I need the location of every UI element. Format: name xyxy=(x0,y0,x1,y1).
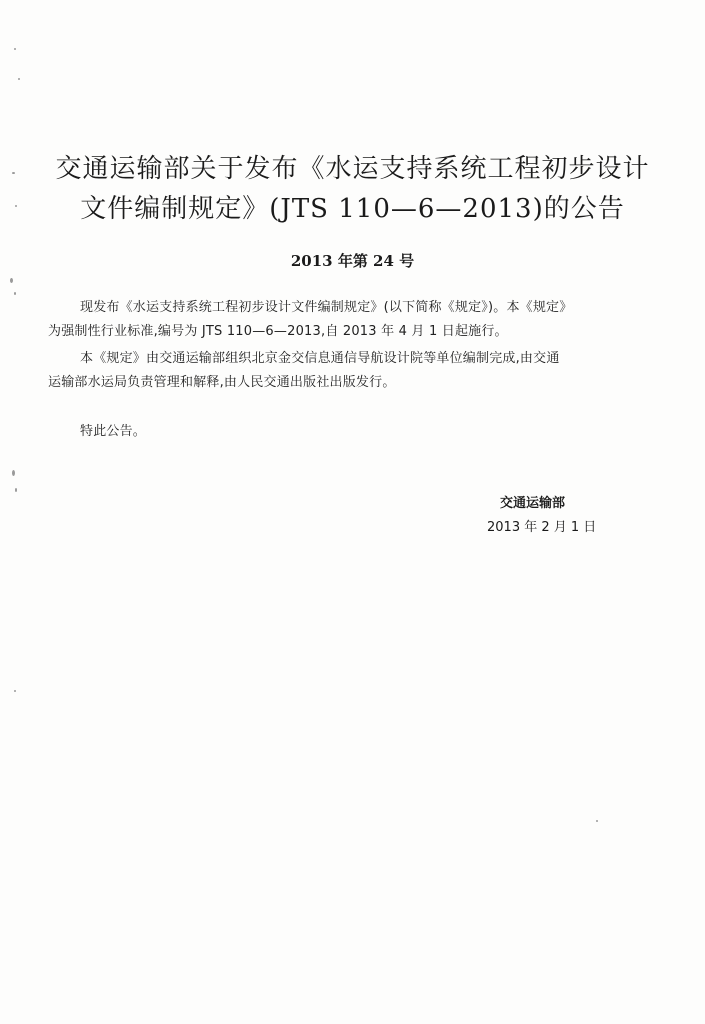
paragraph-line: 现发布《水运支持系统工程初步设计文件编制规定》(以下简称《规定》)。本《规定》 xyxy=(80,300,573,315)
paragraph-line: 本《规定》由交通运输部组织北京金交信息通信导航设计院等单位编制完成,由交通 xyxy=(80,351,560,366)
announcement-title-line1: 交通运输部关于发布《水运支持系统工程初步设计 xyxy=(55,154,650,184)
scan-speck xyxy=(14,48,16,50)
announcement-title-line2: 文件编制规定》(JTS 110—6—2013)的公告 xyxy=(80,194,625,224)
scan-speck xyxy=(18,78,20,80)
paragraph-publication xyxy=(48,296,658,344)
paragraph-closing xyxy=(48,420,658,444)
document-number: 2013 年第 24 号 xyxy=(290,252,415,270)
scan-speck xyxy=(15,205,17,207)
scan-speck xyxy=(12,172,15,174)
signature-organization: 交通运输部 xyxy=(500,496,566,511)
paragraph-line: 特此公告。 xyxy=(80,424,147,439)
scan-speck xyxy=(12,470,15,476)
scan-speck xyxy=(10,278,13,283)
scan-speck xyxy=(14,292,16,295)
paragraph-responsibility xyxy=(48,347,658,395)
scan-speck xyxy=(14,690,16,692)
scan-speck xyxy=(596,820,598,822)
paragraph-line: 运输部水运局负责管理和解释,由人民交通出版社出版发行。 xyxy=(48,375,396,390)
scan-speck xyxy=(15,488,17,492)
paragraph-line: 为强制性行业标准,编号为 JTS 110—6—2013,自 2013 年 4 月 1 日起施行。 xyxy=(48,324,508,339)
signature-date: 2013 年 2 月 1 日 xyxy=(487,520,597,535)
